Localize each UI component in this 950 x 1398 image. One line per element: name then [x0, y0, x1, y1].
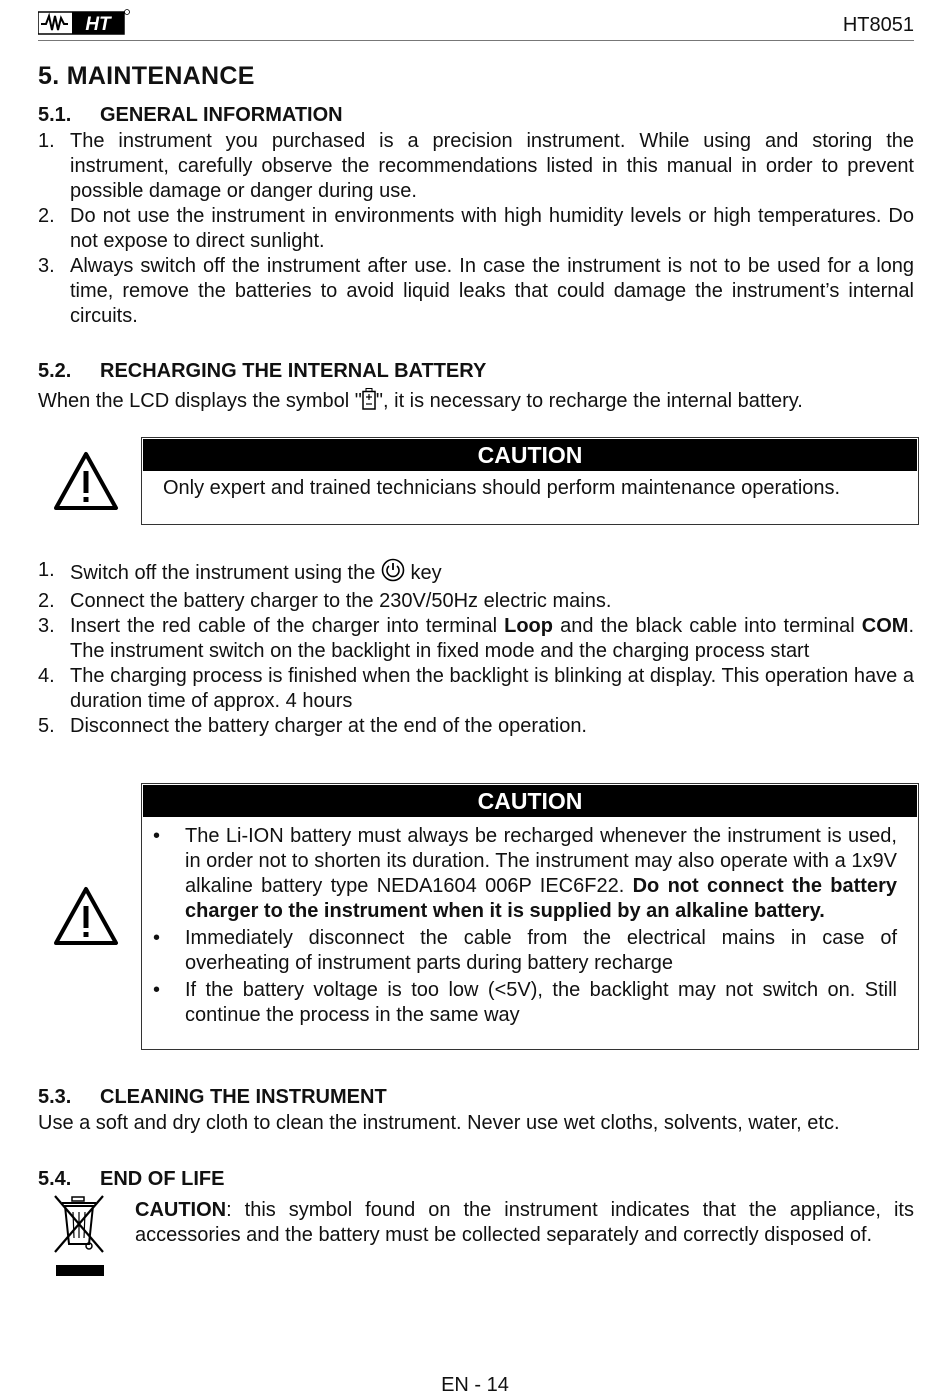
section-title: RECHARGING THE INTERNAL BATTERY: [100, 360, 487, 382]
section-number: 5.1.: [38, 104, 72, 126]
caution-title: CAUTION: [143, 785, 917, 817]
section-title: GENERAL INFORMATION: [100, 104, 343, 126]
terminal-com: COM: [861, 615, 909, 637]
section-number: 5.3.: [38, 1086, 72, 1108]
section-heading-5-4: [38, 1168, 224, 1191]
end-of-life-description: : this symbol found on the instrument indicates that the appliance, its accessories and the battery must be collected separately and correctly disposed of.: [135, 1199, 914, 1246]
caution-bullets: [149, 824, 897, 1028]
item-number: 4.: [38, 665, 55, 687]
battery-icon: [362, 388, 376, 417]
item-number: 2.: [38, 205, 55, 227]
list-item: [38, 254, 914, 329]
general-info-list: [38, 129, 914, 329]
intro-text-after: ", it is necessary to recharge the internal battery.: [375, 390, 803, 412]
section-number: 5.4.: [38, 1168, 72, 1190]
item-number: 1.: [38, 130, 55, 152]
caution-text: Only expert and trained technicians should perform maintenance operations.: [163, 477, 841, 499]
terminal-loop: Loop: [504, 615, 553, 637]
recharge-steps-list: [38, 558, 914, 739]
section-title: CLEANING THE INSTRUMENT: [100, 1086, 387, 1108]
item-text: Disconnect the battery charger at the end of the operation.: [70, 715, 587, 737]
bullet-text-bold: Do not connect the battery charger to the instrument when it is supplied by an alkaline battery.: [185, 875, 897, 922]
bullet-icon: •: [153, 979, 161, 1001]
section-number: 5.2.: [38, 360, 72, 382]
list-item: [38, 614, 914, 664]
crossed-bin-icon: [52, 1192, 108, 1284]
list-item: [38, 589, 914, 614]
logo-text: HT: [85, 14, 111, 35]
caution-label: CAUTION: [135, 1199, 227, 1221]
section-heading-5-3: [38, 1086, 387, 1109]
item-text: and the black cable into terminal: [553, 615, 862, 637]
section-heading-5-2: [38, 360, 486, 383]
item-text: The instrument you purchased is a precision instrument. While using and storing the instrument, carefully observe the recommendations listed in this manual in order to prevent possible damage or danger during use.: [70, 130, 914, 202]
item-text: Always switch off the instrument after use. In case the instrument is not to be used for a long time, remove the batteries to avoid liquid leaks that could damage the instrument’s internal circuits.: [70, 255, 914, 327]
power-icon: [381, 558, 405, 589]
end-of-life-text: [135, 1198, 914, 1248]
recharge-intro: [38, 388, 914, 417]
list-item: [38, 558, 914, 589]
warning-triangle-icon: [53, 886, 119, 952]
section-heading-5-1: [38, 104, 343, 127]
bullet-item: [149, 926, 897, 976]
bullet-item: [149, 824, 897, 924]
page-number: EN - 14: [441, 1374, 509, 1396]
list-item: [38, 714, 914, 739]
item-number: 1.: [38, 559, 55, 581]
bullet-text: The Li-ION battery must always be recharged whenever the instrument is used, in order not to shorten its duration. The instrument may also operate with a 1x9V alkaline battery type NEDA1604 006P IEC6F22.: [185, 825, 897, 897]
item-number: 3.: [38, 615, 55, 637]
item-number: 5.: [38, 715, 55, 737]
bullet-icon: •: [153, 927, 161, 949]
item-text: Switch off the instrument using the: [70, 562, 381, 584]
caution-box-battery: [141, 783, 919, 1050]
item-text: . The instrument switch on the backlight in fixed mode and the charging process start: [70, 615, 914, 662]
item-text: Connect the battery charger to the 230V/50Hz electric mains.: [70, 590, 612, 612]
header-divider: [38, 40, 914, 41]
bullet-item: [149, 978, 897, 1028]
caution-body: [142, 818, 918, 1028]
cleaning-text: Use a soft and dry cloth to clean the instrument. Never use wet cloths, solvents, water, etc.: [38, 1112, 840, 1134]
bullet-text: Immediately disconnect the cable from the electrical mains in case of overheating of instrument parts during battery recharge: [185, 927, 897, 974]
item-text: Insert the red cable of the charger into terminal: [70, 615, 505, 637]
page-title: 5. MAINTENANCE: [38, 62, 255, 90]
ht-logo-icon: [38, 8, 130, 36]
bullet-text: If the battery voltage is too low (<5V), the backlight may not switch on. Still continue the process in the same way: [185, 979, 897, 1026]
item-number: 2.: [38, 590, 55, 612]
list-item: [38, 664, 914, 714]
item-number: 3.: [38, 255, 55, 277]
warning-triangle-icon: [53, 451, 119, 517]
caution-title: CAUTION: [143, 439, 917, 471]
list-item: [38, 129, 914, 204]
item-text: Do not use the instrument in environments with high humidity levels or high temperatures. Do not expose to direct sunlight.: [70, 205, 914, 252]
caution-box-maintenance: [141, 437, 919, 525]
bullet-icon: •: [153, 825, 161, 847]
item-text-after: key: [404, 562, 442, 584]
list-item: [38, 204, 914, 254]
model-name: HT8051: [842, 14, 914, 36]
item-text: The charging process is finished when the backlight is blinking at display. This operation have a duration time of approx. 4 hours: [70, 665, 914, 712]
intro-text-before: When the LCD displays the symbol ": [38, 390, 362, 412]
section-title: END OF LIFE: [100, 1168, 225, 1190]
